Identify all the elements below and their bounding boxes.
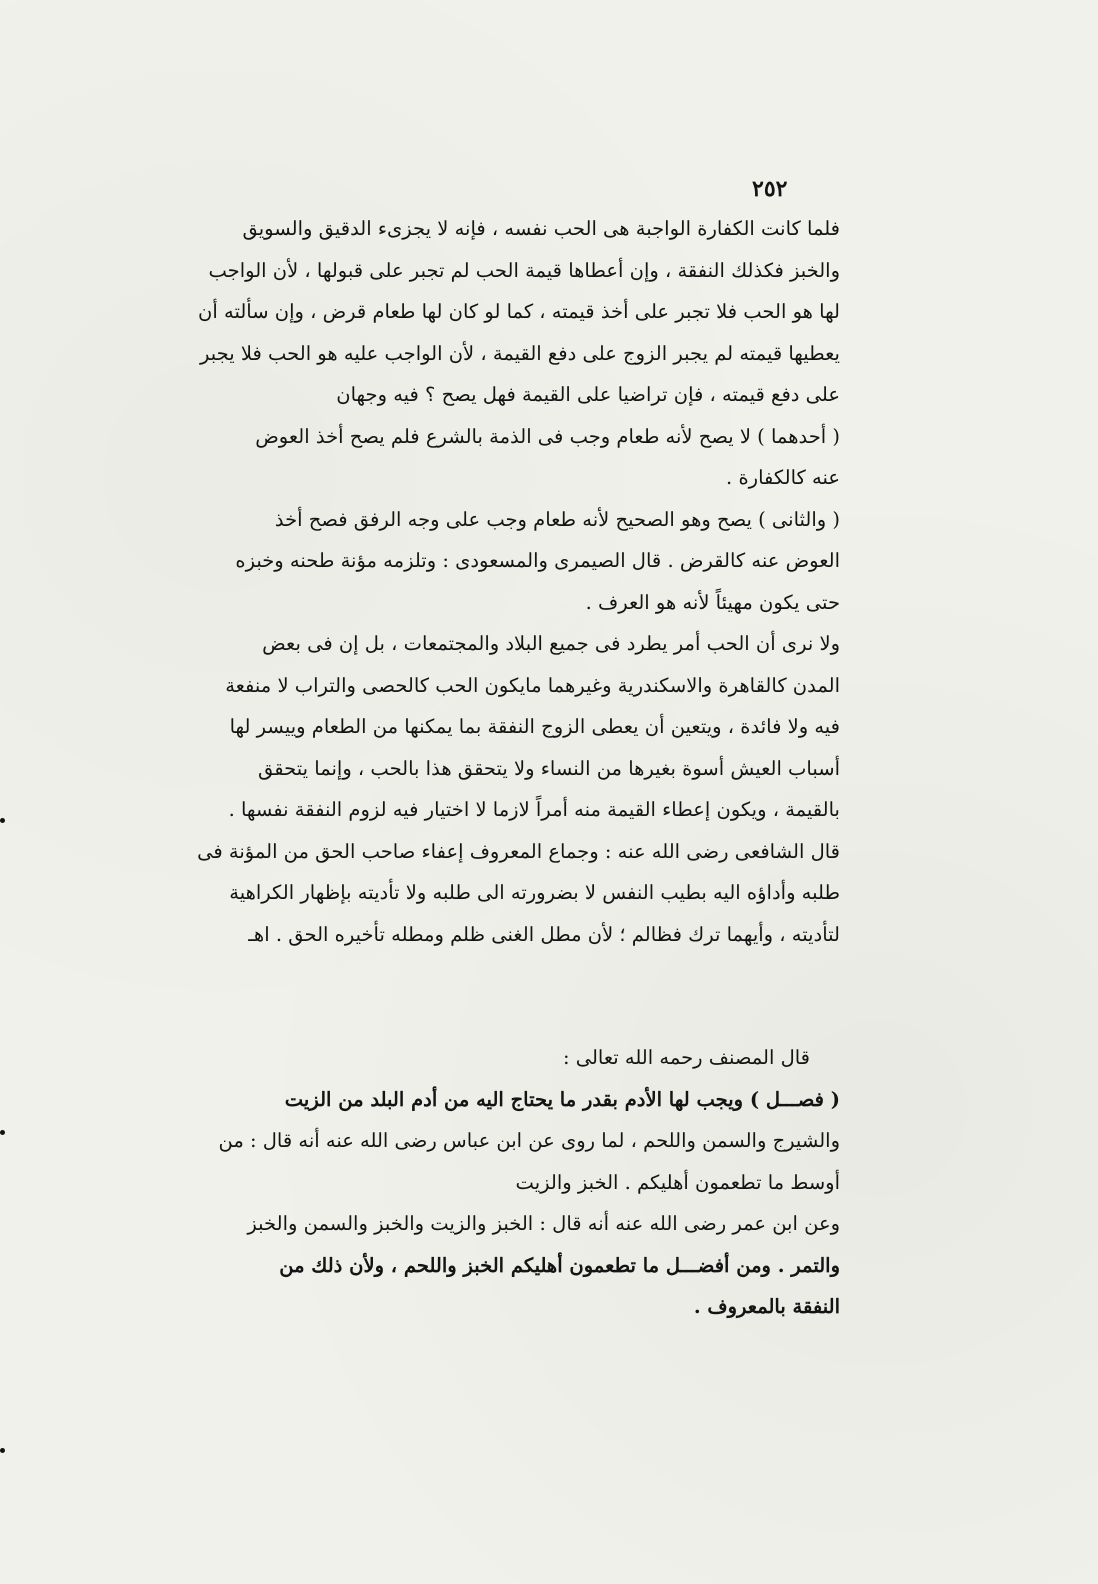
text-line: وعن ابن عمر رضى الله عنه أنه قال : الخبز والزيت والخبز والسمن والخبز [247,1212,840,1235]
text-line: ( فصـــل ) ويجب لها الأدم بقدر ما يحتاج اليه من أدم البلد من الزيت [284,1087,840,1111]
main-text [128,208,840,955]
text-line: حتى يكون مهيئاً لأنه هو العرف . [585,590,840,614]
text-line: العوض عنه كالقرض . قال الصيمرى والمسعودى : وتلزمه مؤنة طحنه وخبزه [235,549,840,572]
text-line: لها هو الحب فلا تجبر على أخذ قيمته ، كما لو كان لها طعام قرض ، وإن سألته أن [198,300,840,323]
text-line: على دفع قيمته ، فإن تراضيا على القيمة فهل يصح ؟ فيه وجهان [336,383,840,406]
fasl-section [128,1037,840,1328]
text-line: ( والثانى ) يصح وهو الصحيح لأنه طعام وجب على وجه الرفق فصح أخذ [274,507,840,531]
text-line: فيه ولا فائدة ، ويتعين أن يعطى الزوج النفقة بما يمكنها من الطعام وييسر لها [229,715,840,738]
text-line: ولا نرى أن الحب أمر يطرد فى جميع البلاد والمجتمعات ، بل إن فى بعض [262,632,840,655]
text-line: طلبه وأداؤه اليه بطيب النفس لا بضرورته الى طلبه ولا تأديته بإظهار الكراهية [229,881,840,904]
text-line: المدن كالقاهرة والاسكندرية وغيرهما مايكون الحب كالحصى والتراب لا منفعة [225,673,840,697]
margin-dot [0,818,5,823]
section-heading: قال المصنف رحمه الله تعالى : [562,1046,810,1069]
text-line: لتأديته ، وأيهما ترك فظالم ؛ لأن مطل الغنى ظلم ومطله تأخيره الحق . اهـ [248,922,840,946]
text-line: قال الشافعى رضى الله عنه : وجماع المعروف إعفاء صاحب الحق من المؤنة فى [197,839,840,863]
margin-dot [0,1130,5,1135]
text-line: والخبز فكذلك النفقة ، وإن أعطاها قيمة الحب لم تجبر على قبولها ، لأن الواجب [208,258,840,282]
text-line: والشيرج والسمن واللحم ، لما روى عن ابن عباس رضى الله عنه أنه قال : من [218,1129,840,1152]
text-line: فلما كانت الكفارة الواجبة هى الحب نفسه ، فإنه لا يجزىء الدقيق والسويق [242,217,840,240]
page-number: ٢٥٢ [752,176,788,202]
text-line: أوسط ما تطعمون أهليكم . الخبز والزيت [515,1170,840,1194]
text-line: بالقيمة ، ويكون إعطاء القيمة منه أمراً لازما لا اختيار فيه لزوم النفقة نفسها . [228,798,840,821]
margin-dot [0,1448,5,1453]
text-line: أسباب العيش أسوة بغيرها من النساء ولا يتحقق هذا بالحب ، وإنما يتحقق [258,756,840,780]
text-line: النفقة بالمعروف . [693,1295,840,1318]
text-line: والتمر . ومن أفضـــل ما تطعمون أهليكم الخبز واللحم ، ولأن ذلك من [279,1253,840,1277]
text-line: ( أحدهما ) لا يصح لأنه طعام وجب فى الذمة بالشرع فلم يصح أخذ العوض [255,424,840,448]
text-line: يعطيها قيمته لم يجبر الزوج على دفع القيمة ، لأن الواجب عليه هو الحب فلا يجبر [200,341,840,365]
text-line: عنه كالكفارة . [726,466,840,489]
